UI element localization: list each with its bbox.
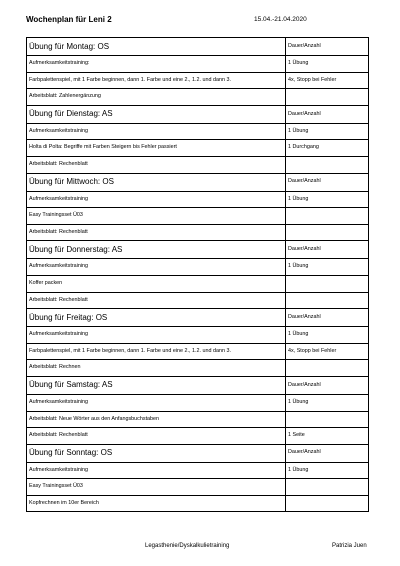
amount-header: Dauer/Anzahl — [286, 173, 369, 191]
task-row — [27, 259, 369, 276]
task-text: Kopfrechnen im 10er Bereich — [27, 495, 286, 512]
amount-header: Dauer/Anzahl — [286, 376, 369, 394]
task-text: Koffer packen — [27, 275, 286, 292]
task-text: Arbeitsblatt: Rechenblatt — [27, 292, 286, 309]
task-row — [27, 140, 369, 157]
day-title: Übung für Samstag: AS — [27, 376, 286, 394]
task-amount: 1 Übung — [286, 56, 369, 73]
task-amount — [286, 479, 369, 496]
task-amount: 1 Seite — [286, 428, 369, 445]
task-amount — [286, 275, 369, 292]
task-row — [27, 275, 369, 292]
task-amount — [286, 411, 369, 428]
task-text: Easy Trainingsset Ü03 — [27, 479, 286, 496]
task-text: Aufmerksamkeitstraining — [27, 123, 286, 140]
day-header-row — [27, 444, 369, 462]
amount-header: Dauer/Anzahl — [286, 105, 369, 123]
day-title: Übung für Montag: OS — [27, 38, 286, 56]
task-row — [27, 72, 369, 89]
task-text: Aufmerksamkeitstraining — [27, 191, 286, 208]
task-text: Aufmerksamkeitstraining — [27, 327, 286, 344]
day-title: Übung für Donnerstag: AS — [27, 241, 286, 259]
task-row — [27, 462, 369, 479]
day-title: Übung für Sonntag: OS — [27, 444, 286, 462]
task-amount: 1 Durchgang — [286, 140, 369, 157]
task-text: Arbeitsblatt: Rechenblatt — [27, 224, 286, 241]
task-text: Arbeitsblatt: Rechenblatt — [27, 156, 286, 173]
day-title: Übung für Freitag: OS — [27, 309, 286, 327]
task-amount — [286, 360, 369, 377]
amount-header: Dauer/Anzahl — [286, 309, 369, 327]
day-title: Übung für Dienstag: AS — [27, 105, 286, 123]
task-text: Aufmerksamkeitstraining: — [27, 56, 286, 73]
task-text: Holta di Polta: Begriffe mit Farben Steigern bis Fehler passiert — [27, 140, 286, 157]
task-amount — [286, 89, 369, 106]
day-header-row — [27, 376, 369, 394]
task-amount: 1 Übung — [286, 462, 369, 479]
task-amount — [286, 495, 369, 512]
task-text: Aufmerksamkeitstraining — [27, 394, 286, 411]
task-amount — [286, 156, 369, 173]
weekly-plan-table — [26, 37, 369, 512]
footer-author: Patrizia Juen — [332, 543, 367, 549]
task-text: Aufmerksamkeitstraining — [27, 462, 286, 479]
amount-header: Dauer/Anzahl — [286, 241, 369, 259]
task-text: Arbeitsblatt: Rechenblatt — [27, 428, 286, 445]
task-row — [27, 360, 369, 377]
task-row — [27, 208, 369, 225]
task-row — [27, 394, 369, 411]
date-range: 15.04.-21.04.2020 — [254, 16, 307, 23]
task-text: Arbeitsblatt: Neue Wörter aus den Anfangsbuchstaben — [27, 411, 286, 428]
day-header-row — [27, 309, 369, 327]
task-amount: 4x, Stopp bei Fehler — [286, 343, 369, 360]
task-text: Arbeitsblatt: Rechnen — [27, 360, 286, 377]
task-row — [27, 156, 369, 173]
task-text: Arbeitsblatt: Zahlenergänzung — [27, 89, 286, 106]
task-row — [27, 123, 369, 140]
task-amount — [286, 292, 369, 309]
amount-header: Dauer/Anzahl — [286, 444, 369, 462]
task-row — [27, 224, 369, 241]
task-row — [27, 191, 369, 208]
task-row — [27, 411, 369, 428]
page-title: Wochenplan für Leni 2 — [26, 15, 112, 24]
footer-training-label: Legasthenie/Dyskalkulietraining — [145, 543, 230, 549]
task-text: Farbpalettenspiel, mit 1 Farbe beginnen, dann 1. Farbe und eine 2., 1.2. und dann 3. — [27, 343, 286, 360]
task-text: Farbpalettenspiel, mit 1 Farbe beginnen, dann 1. Farbe und eine 2., 1.2. und dann 3. — [27, 72, 286, 89]
task-row — [27, 428, 369, 445]
task-amount: 1 Übung — [286, 394, 369, 411]
day-header-row — [27, 173, 369, 191]
day-title: Übung für Mittwoch: OS — [27, 173, 286, 191]
task-row — [27, 292, 369, 309]
task-amount: 4x, Stopp bei Fehler — [286, 72, 369, 89]
task-row — [27, 89, 369, 106]
amount-header: Dauer/Anzahl — [286, 38, 369, 56]
task-row — [27, 479, 369, 496]
task-text: Easy Trainingsset Ü03 — [27, 208, 286, 225]
task-amount — [286, 224, 369, 241]
task-amount: 1 Übung — [286, 327, 369, 344]
task-row — [27, 495, 369, 512]
task-amount: 1 Übung — [286, 123, 369, 140]
task-amount: 1 Übung — [286, 191, 369, 208]
task-amount — [286, 208, 369, 225]
task-row — [27, 56, 369, 73]
task-row — [27, 343, 369, 360]
task-amount: 1 Übung — [286, 259, 369, 276]
day-header-row — [27, 38, 369, 56]
task-text: Aufmerksamkeitstraining — [27, 259, 286, 276]
day-header-row — [27, 241, 369, 259]
day-header-row — [27, 105, 369, 123]
task-row — [27, 327, 369, 344]
